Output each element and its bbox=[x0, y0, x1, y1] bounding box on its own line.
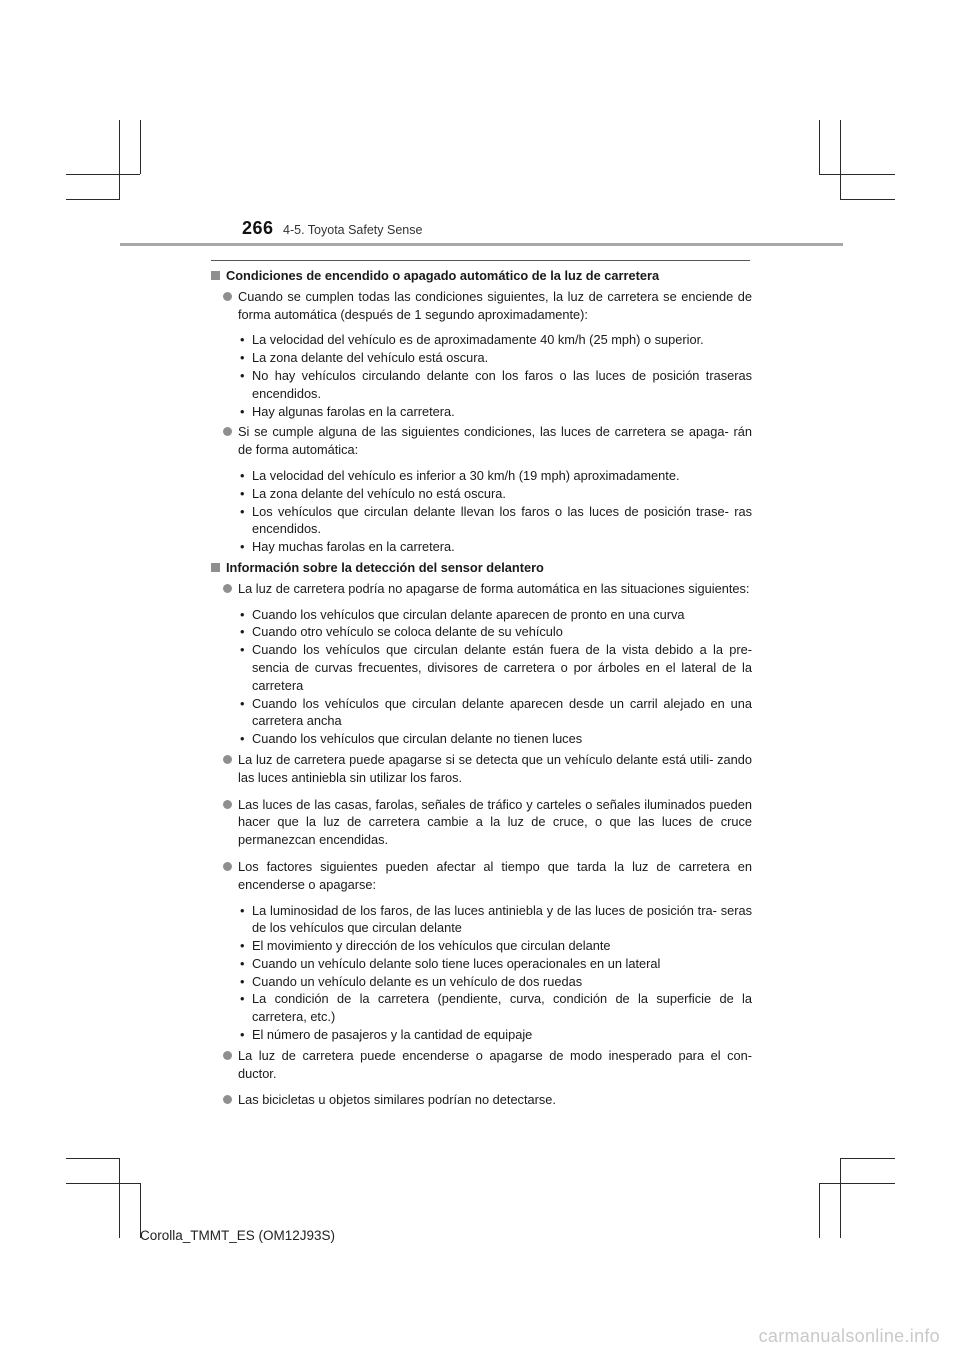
crop-mark bbox=[66, 174, 140, 175]
section-title: 4-5. Toyota Safety Sense bbox=[283, 223, 423, 237]
paragraph-text: Los factores siguientes pueden afectar al tiempo que tarda la luz de carretera en encenderse o apagarse: bbox=[238, 858, 752, 892]
list-item: • Cuando un vehículo delante solo tiene luces operacionales en un lateral bbox=[240, 955, 752, 973]
paragraph bbox=[211, 423, 752, 459]
paragraph bbox=[211, 751, 752, 787]
section-heading-text: Condiciones de encendido o apagado automático de la luz de carretera bbox=[226, 268, 660, 283]
paragraph-text: La luz de carretera puede apagarse si se detecta que un vehículo delante está utili- zando las luces antiniebla sin utilizar los faros. bbox=[238, 751, 752, 785]
circle-bullet-icon bbox=[223, 800, 232, 809]
circle-bullet-icon bbox=[223, 1095, 232, 1104]
square-marker-icon bbox=[211, 271, 220, 280]
bullet-list bbox=[211, 902, 752, 1044]
crop-mark bbox=[119, 1158, 120, 1238]
crop-mark bbox=[819, 174, 895, 175]
paragraph-text: Las luces de las casas, farolas, señales de tráfico y carteles o señales iluminados pueden hacer que la luz de carretera cambie a la luz de cruce, o que las luces de cruce permanezcan encendidas. bbox=[238, 796, 752, 848]
circle-bullet-icon bbox=[223, 755, 232, 764]
circle-bullet-icon bbox=[223, 1051, 232, 1060]
list-item: • La velocidad del vehículo es inferior a 30 km/h (19 mph) aproximadamente. bbox=[240, 467, 752, 485]
crop-mark bbox=[140, 120, 141, 174]
bullet-list bbox=[211, 467, 752, 556]
list-item: • La condición de la carretera (pendiente, curva, condición de la superficie de la carretera, etc.) bbox=[240, 990, 752, 1026]
crop-mark bbox=[819, 120, 820, 174]
list-item: • Hay algunas farolas en la carretera. bbox=[240, 403, 752, 421]
list-item: • La velocidad del vehículo es de aproximadamente 40 km/h (25 mph) o superior. bbox=[240, 331, 752, 349]
list-item: • La zona delante del vehículo está oscura. bbox=[240, 349, 752, 367]
crop-mark bbox=[819, 1183, 820, 1238]
content-divider bbox=[211, 260, 750, 261]
list-item: • Cuando los vehículos que circulan delante no tienen luces bbox=[240, 730, 752, 748]
paragraph-text: Las bicicletas u objetos similares podrían no detectarse. bbox=[238, 1092, 556, 1108]
paragraph bbox=[211, 796, 752, 849]
section-heading-text: Información sobre la detección del sensor delantero bbox=[226, 559, 544, 575]
square-marker-icon bbox=[211, 563, 220, 572]
list-item: • Cuando los vehículos que circulan delante aparecen de pronto en una curva bbox=[240, 606, 752, 624]
bullet-list bbox=[211, 331, 752, 420]
paragraph bbox=[211, 288, 752, 324]
paragraph-text: Cuando se cumplen todas las condiciones siguientes, la luz de carretera se enciende de forma automática (después de 1 segundo aproximadamente): bbox=[238, 288, 752, 322]
paragraph bbox=[211, 1091, 752, 1109]
list-item: • No hay vehículos circulando delante con los faros o las luces de posición traseras encendidos. bbox=[240, 367, 752, 403]
crop-mark bbox=[819, 1183, 895, 1184]
circle-bullet-icon bbox=[223, 584, 232, 593]
crop-mark bbox=[66, 1183, 141, 1184]
paragraph-text: La luz de carretera podría no apagarse de forma automática en las situaciones siguientes: bbox=[238, 580, 750, 596]
circle-bullet-icon bbox=[223, 862, 232, 871]
circle-bullet-icon bbox=[223, 292, 232, 301]
section-heading bbox=[211, 267, 752, 285]
crop-mark bbox=[119, 120, 120, 200]
list-item: • El movimiento y dirección de los vehículos que circulan delante bbox=[240, 937, 752, 955]
section-heading bbox=[211, 559, 752, 577]
page-content bbox=[211, 267, 752, 1109]
paragraph bbox=[211, 1047, 752, 1083]
paragraph-text: La luz de carretera puede encenderse o apagarse de modo inesperado para el con- ductor. bbox=[238, 1047, 752, 1081]
crop-mark bbox=[840, 1158, 841, 1238]
paragraph bbox=[211, 580, 752, 598]
crop-mark bbox=[66, 1158, 120, 1159]
paragraph-text: Si se cumple alguna de las siguientes condiciones, las luces de carretera se apaga- rán de forma automática: bbox=[238, 424, 752, 458]
header-rule bbox=[120, 243, 843, 246]
list-item: • El número de pasajeros y la cantidad de equipaje bbox=[240, 1026, 752, 1044]
crop-mark bbox=[66, 199, 120, 200]
page-number: 266 bbox=[242, 218, 274, 238]
crop-mark bbox=[840, 199, 895, 200]
circle-bullet-icon bbox=[223, 427, 232, 436]
list-item: • Cuando los vehículos que circulan delante aparecen desde un carril alejado en una carretera ancha bbox=[240, 695, 752, 731]
list-item: • Los vehículos que circulan delante llevan los faros o las luces de posición trase- ras encendidos. bbox=[240, 503, 752, 539]
footer-text: Corolla_TMMT_ES (OM12J93S) bbox=[140, 1228, 336, 1243]
bullet-list bbox=[211, 606, 752, 748]
list-item: • La luminosidad de los faros, de las luces antiniebla y de las luces de posición tra- seras de los vehículos que circulan delante bbox=[240, 902, 752, 938]
crop-mark bbox=[840, 120, 841, 200]
crop-mark bbox=[840, 1158, 895, 1159]
list-item: • Cuando un vehículo delante es un vehículo de dos ruedas bbox=[240, 973, 752, 991]
list-item: • Cuando otro vehículo se coloca delante de su vehículo bbox=[240, 623, 752, 641]
list-item: • La zona delante del vehículo no está oscura. bbox=[240, 485, 752, 503]
paragraph bbox=[211, 858, 752, 894]
watermark: carmanualsonline.info bbox=[758, 1326, 940, 1346]
list-item: • Cuando los vehículos que circulan delante están fuera de la vista debido a la pre- sencia de curvas frecuentes, divisores de carretera o por árboles en el lateral de la carretera bbox=[240, 641, 752, 694]
list-item: • Hay muchas farolas en la carretera. bbox=[240, 538, 752, 556]
